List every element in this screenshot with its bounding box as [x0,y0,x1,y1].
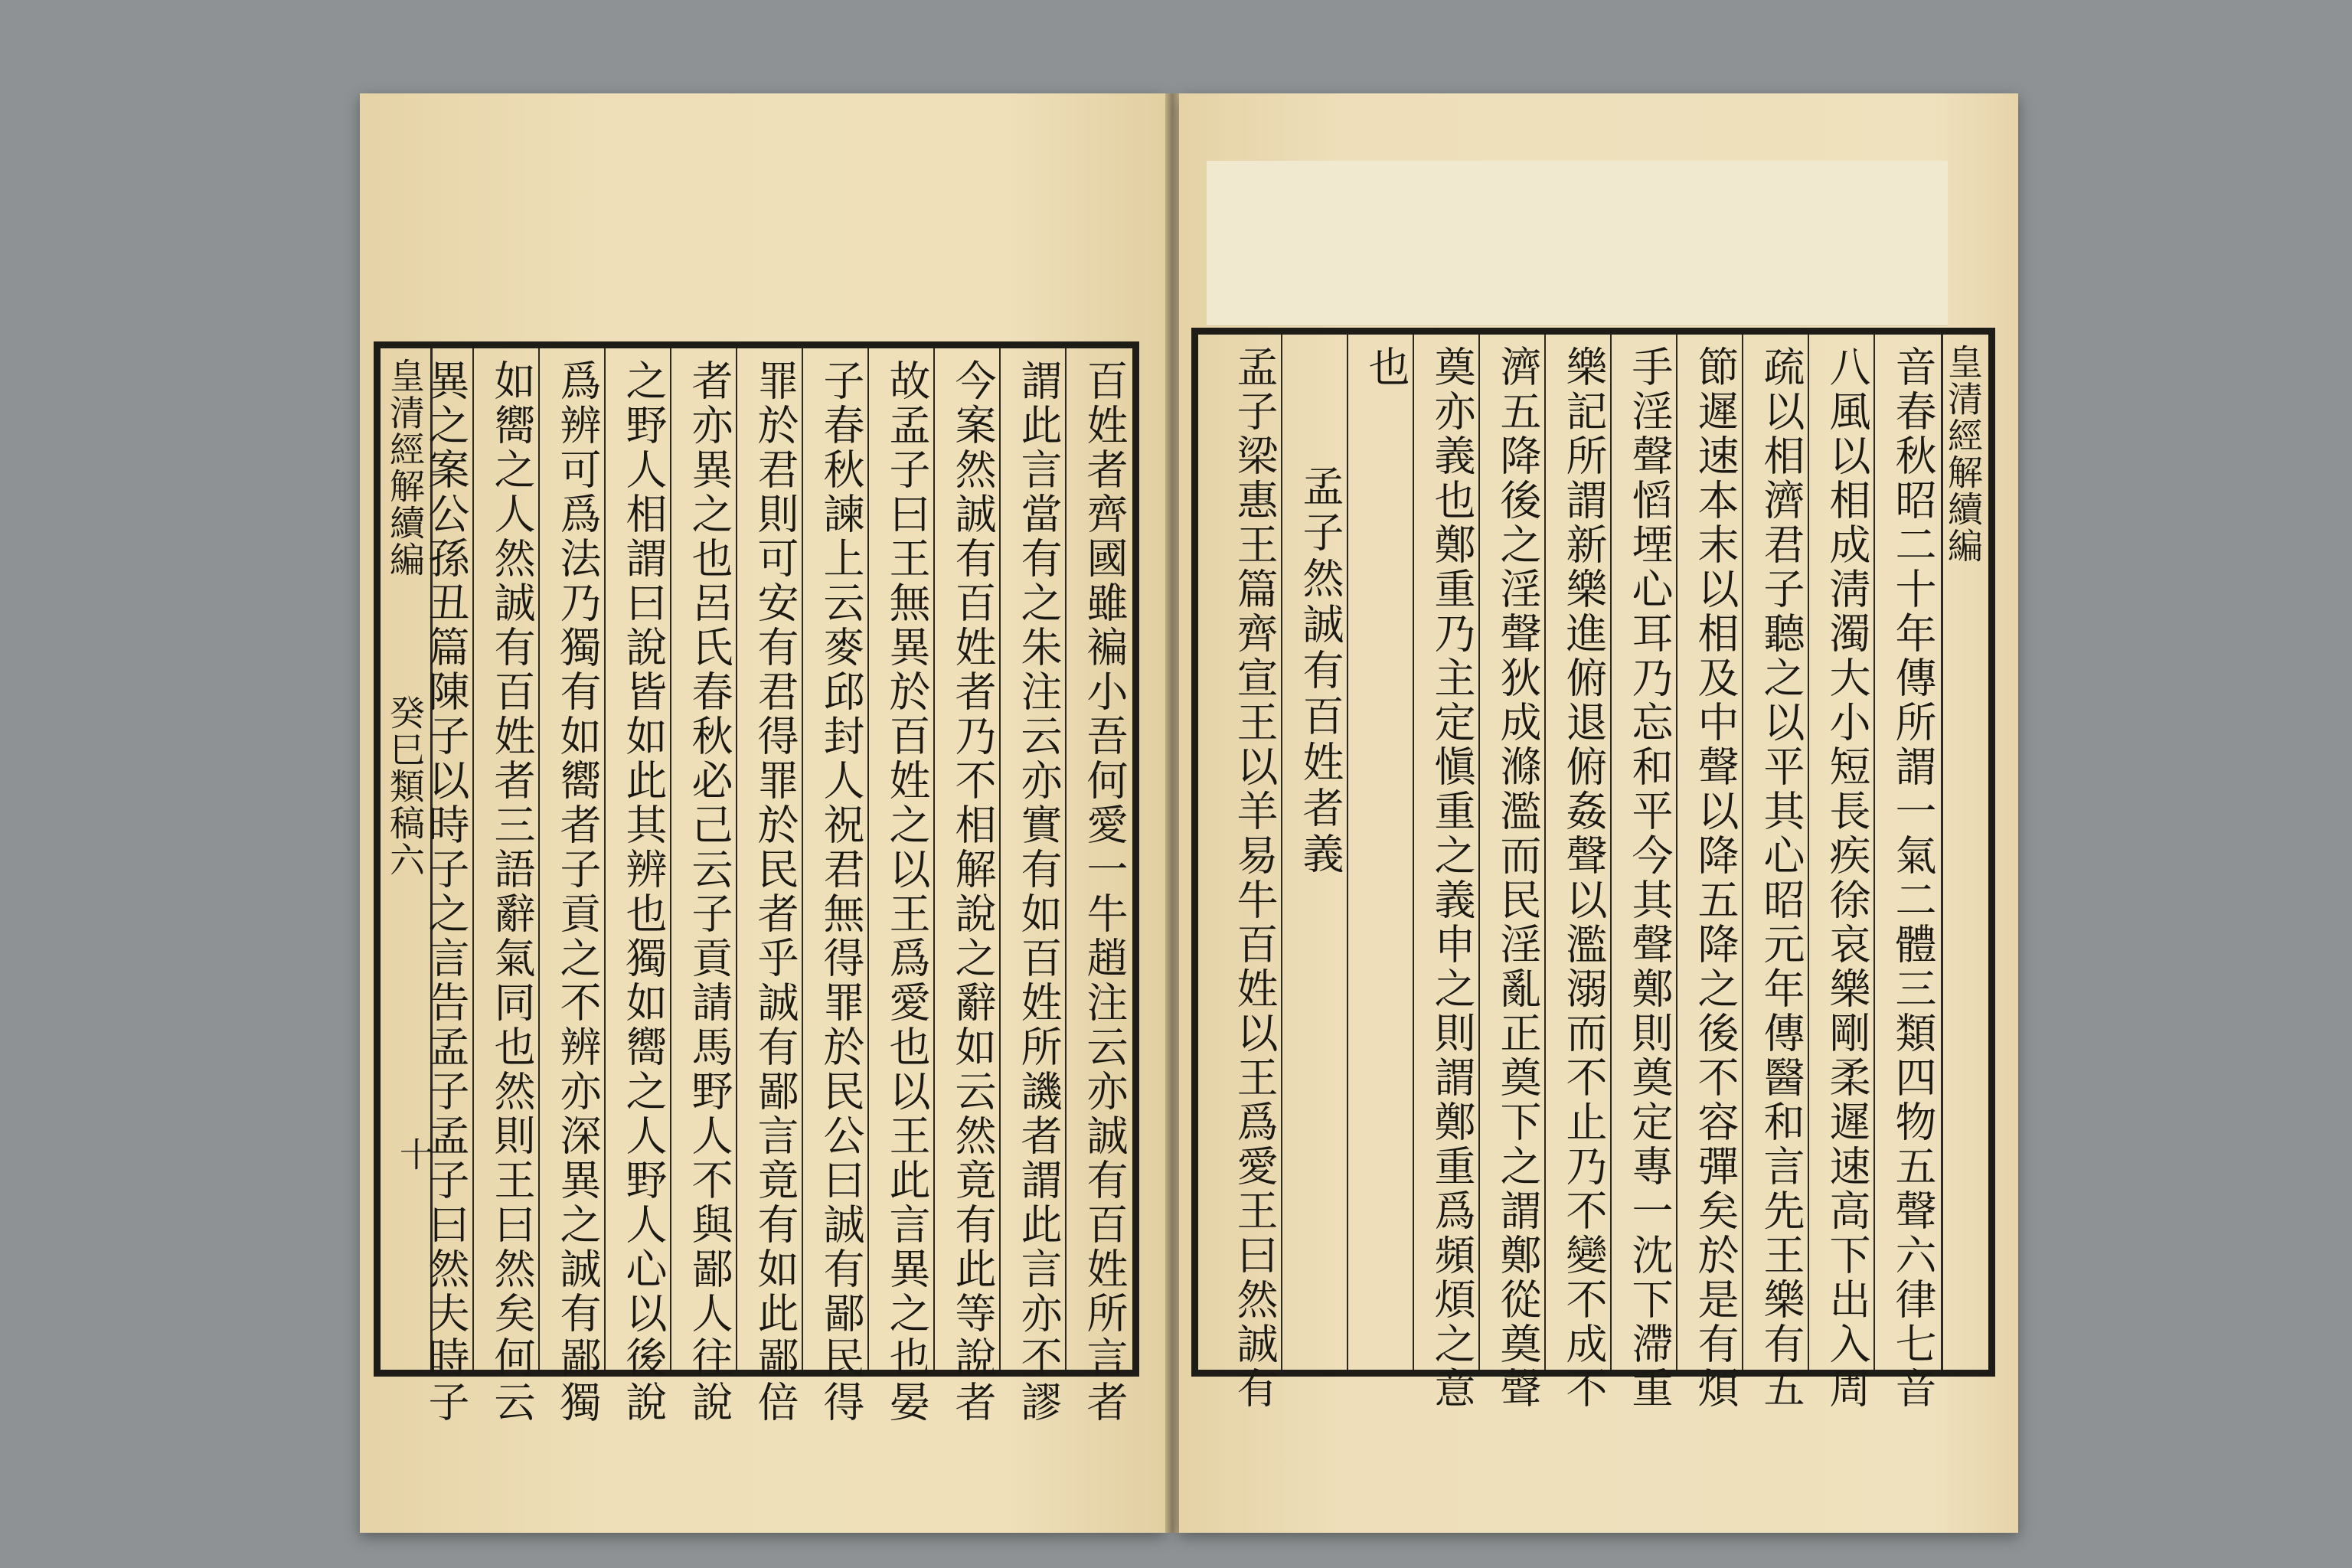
left-text-column: 謂此言當有之朱注云亦實有如百姓所譏者謂此言亦不謬 [1014,359,1063,1425]
right-text-column: 疏以相濟君子聽之以平其心昭元年傳醫和言先王樂有五 [1757,345,1805,1411]
column-rule [1610,335,1612,1370]
right-text-column: 節遲速本末以相及中聲以降五降之後不容彈矣於是有煩 [1691,345,1740,1411]
right-text-column: 也 [1362,345,1410,390]
left-text-column: 今案然誠有百姓者乃不相解說之辭如云然竟有此等說者 [949,359,997,1425]
column-rule [604,348,606,1370]
right-text-column: 音春秋昭二十年傳所謂一氣二體三類四物五聲六律七音 [1889,345,1937,1411]
column-rule [1873,335,1875,1370]
left-text-column: 者亦異之也呂氏春秋必己云子貢請馬野人不與鄙人往說 [685,359,733,1425]
right-text-column: 樂記所謂新樂進俯退俯姦聲以濫溺而不止乃不變不成不 [1560,345,1608,1411]
right-spine-column [1941,335,1988,1370]
left-text-column: 百姓者齊國雖褊小吾何愛一牛趙注云亦誠有百姓所言者 [1080,359,1129,1425]
left-spine-section: 癸巳類稿六 [384,694,426,878]
left-text-column: 子春秋諫上云麥邱封人祝君無得罪於民公曰誠有鄙民得 [817,359,865,1425]
left-text-frame [374,341,1139,1425]
book-gutter [1165,93,1179,1533]
column-rule [736,348,737,1370]
left-text-column: 如嚮之人然誠有百姓者三語辭氣同也然則王曰然矣何云 [488,359,536,1425]
right-text-column: 孟子梁惠王篇齊宣王以羊易牛百姓以王爲愛王曰然誠有 [1230,345,1279,1411]
column-rule [1065,348,1067,1370]
right-text-column: 奠亦義也鄭重乃主定愼重之義申之則謂鄭重爲頻煩之意 [1428,345,1476,1411]
column-rule [802,348,803,1370]
column-rule [933,348,935,1370]
right-text-column: 八風以相成淸濁大小短長疾徐哀樂剛柔遲速高下出入周 [1823,345,1871,1411]
section-heading: 孟子然誠有百姓者義 [1296,465,1344,878]
pasted-paper-strip [1207,161,1948,326]
column-rule [1281,335,1282,1370]
right-text-column: 手淫聲慆堙心耳乃忘和平今其聲鄭則奠定專一沈下滯重 [1625,345,1674,1411]
column-rule [1347,335,1348,1370]
column-rule [867,348,869,1370]
column-rule [1544,335,1546,1370]
left-text-column: 罪於君則可安有君得罪於民者乎誠有鄙言竟有如此鄙倍 [751,359,799,1425]
column-rule [670,348,671,1370]
left-text-column: 故孟子曰王無異於百姓之以王爲愛也以王此言異之也晏 [883,359,931,1425]
left-folio: 十 [394,1137,433,1171]
column-rule [1742,335,1743,1370]
right-text-frame [1191,328,1995,1411]
left-text-column: 爲辨可爲法乃獨有如嚮者子貢之不辨亦深異之誠有鄙獨 [554,359,602,1425]
column-rule [472,348,474,1370]
left-text-column: 異之案公孫丑篇陳子以時子之言告孟子孟子曰然夫時子 [422,359,470,1425]
column-rule [538,348,540,1370]
right-text-column: 濟五降後之淫聲狄成滌濫而民淫亂正奠下之謂鄭從奠聲 [1494,345,1542,1411]
column-rule [1808,335,1809,1370]
right-spine-title: 皇清經解續編 [1942,344,1984,564]
left-text-column: 之野人相謂曰說皆如此其辨也獨如嚮之人野人心以後說 [619,359,668,1425]
column-rule [1676,335,1677,1370]
left-spine-title: 皇清經解續編 [384,358,426,578]
column-rule [1413,335,1414,1370]
column-rule [999,348,1001,1370]
column-rule [1478,335,1480,1370]
